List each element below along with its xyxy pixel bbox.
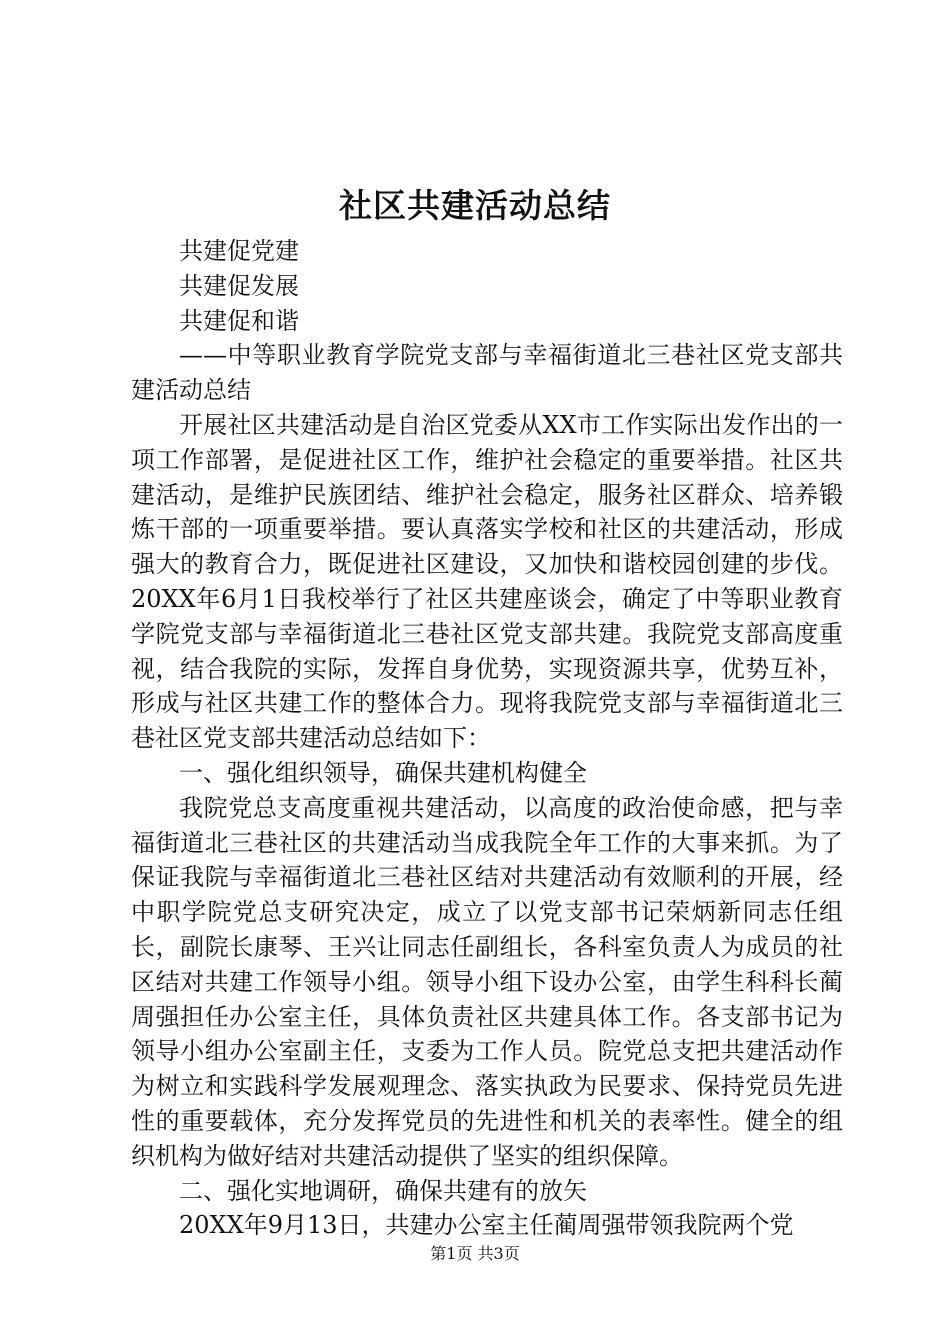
section-heading: 二、强化实地调研，确保共建有的放矢 (179, 1176, 587, 1205)
body-paragraph: 开展社区共建活动是自治区党委从XX市工作实际出发作出的一项工作部署，是促进社区工作，维护社会稳定的重要举措。社区共建活动，是维护民族团结、维护社会稳定，服务社区群众、培养锻炼干部的一项重要举措。要认真落实学校和社区的共建活动，形成强大的教育合力，既促进社区建设，又加快和谐校园创建的步伐。20XX年6月1日我校举行了社区共建座谈会，确定了中等职业教育学院党支部与幸福街道北三巷社区党支部共建。我院党支部高度重视，结合我院的实际，发挥自身优势，实现资源共享，优势互补，形成与社区共建工作的整体合力。现将我院党支部与幸福街道北三巷社区党支部共建活动总结如下： (131, 410, 843, 753)
body-paragraph: 我院党总支高度重视共建活动，以高度的政治使命感，把与幸福街道北三巷社区的共建活动当成我院全年工作的大事来抓。为了保证我院与幸福街道北三巷社区结对共建活动有效顺利的开展，经中职学院党总支研究决定，成立了以党支部书记荣炳新同志任组长，副院长康琴、王兴让同志任副组长，各科室负责人为成员的社区结对共建工作领导小组。领导小组下设办公室，由学生科科长蔺周强担任办公室主任，具体负责社区共建具体工作。各支部书记为领导小组办公室副主任，支委为工作人员。院党总支把共建活动作为树立和实践科学发展观理念、落实执政为民要求、保持党员先进性的重要载体，充分发挥党员的先进性和机关的表率性。健全的组织机构为做好结对共建活动提供了坚实的组织保障。 (131, 793, 843, 1170)
slogan-line: 共建促和谐 (179, 306, 299, 335)
page-number-footer: 第1页 共3页 (430, 1244, 520, 1263)
slogan-line: 共建促党建 (179, 237, 299, 265)
slogan-line: 共建促发展 (179, 271, 299, 300)
subtitle-paragraph: ——中等职业教育学院党支部与幸福街道北三巷社区党支部共建活动总结 (131, 341, 843, 405)
body-paragraph: 20XX年9月13日，共建办公室主任蔺周强带领我院两个党 (179, 1211, 794, 1240)
section-heading: 一、强化组织领导，确保共建机构健全 (179, 758, 587, 787)
document-body (131, 234, 843, 1243)
document-title: 社区共建活动总结 (339, 186, 611, 225)
